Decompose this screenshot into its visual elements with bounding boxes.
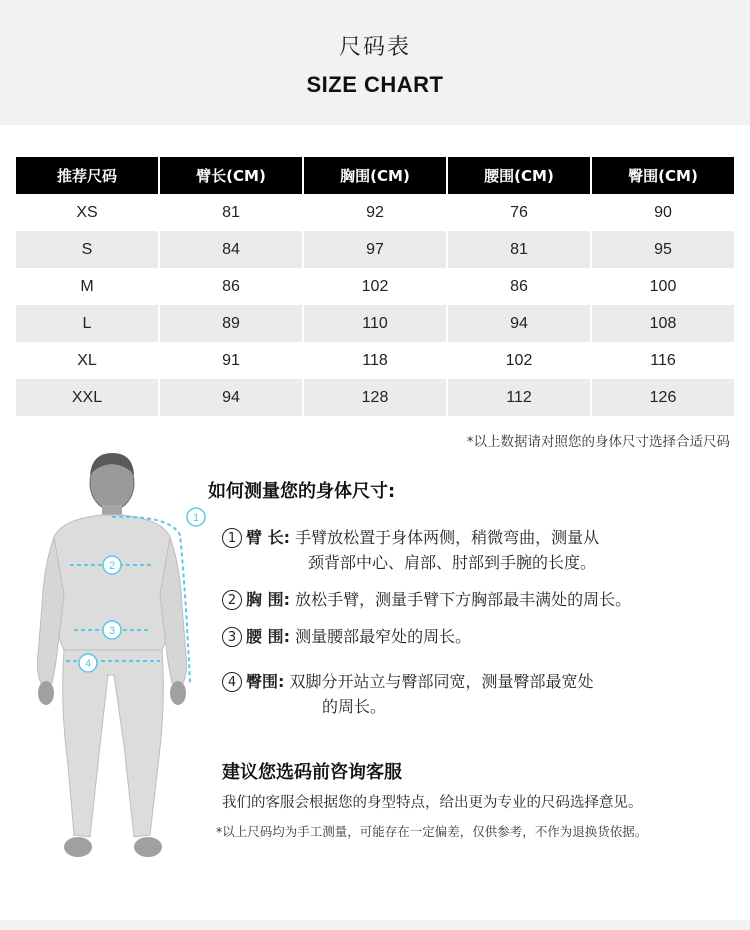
column-header: 腰围(CM) — [448, 157, 592, 194]
measure-marker-4-label: 4 — [84, 658, 92, 670]
measure-marker-1-label: 1 — [192, 512, 200, 524]
table-cell: 126 — [592, 379, 734, 416]
table-header-row — [16, 157, 734, 194]
figure-left-foot — [64, 837, 92, 857]
table-cell: 97 — [304, 231, 448, 268]
advice-title: 建议您选码前咨询客服 — [222, 762, 402, 783]
table-cell: 100 — [649, 277, 677, 295]
table-cell: M — [16, 268, 160, 305]
table-cell: 102 — [304, 268, 448, 305]
table-cell: 116 — [650, 351, 676, 369]
table-cell: 90 — [654, 203, 672, 221]
table-cell: 86 — [160, 268, 304, 305]
page-header — [0, 0, 750, 125]
item-number-badge: 1 — [222, 528, 242, 548]
table-cell: 94 — [448, 305, 592, 342]
table-cell: 94 — [160, 379, 304, 416]
table-row — [16, 342, 734, 379]
column-header: 臂长(CM) — [160, 157, 304, 194]
table-cell: 92 — [304, 194, 448, 231]
size-note: *以上数据请对照您的身体尺寸选择合适尺码 — [466, 434, 730, 450]
table-cell: 128 — [304, 379, 448, 416]
table-cell: XS — [16, 194, 160, 231]
table-cell: 102 — [448, 342, 592, 379]
item-label: 胸 围: — [246, 590, 290, 609]
size-table — [16, 157, 734, 416]
howto-title: 如何测量您的身体尺寸: — [208, 481, 396, 502]
table-cell: 91 — [160, 342, 304, 379]
item-label: 腰 围: — [246, 627, 290, 646]
advice-note: *以上尺码均为手工测量，可能存在一定偏差，仅供参考，不作为退换货依据。 — [216, 824, 648, 839]
table-row — [16, 231, 734, 268]
table-cell: 84 — [160, 231, 304, 268]
measure-marker-2-label: 2 — [108, 560, 116, 572]
figure-left-hand — [38, 681, 54, 705]
table-cell: 118 — [304, 342, 448, 379]
item-text-continued: 颈背部中心、肩部、肘部到手腕的长度。 — [308, 553, 597, 572]
measure-marker-3-label: 3 — [108, 625, 116, 637]
table-cell: 86 — [448, 268, 592, 305]
item-text: 放松手臂，测量手臂下方胸部最丰满处的周长。 — [295, 590, 632, 609]
howto-item-hip — [222, 669, 594, 719]
table-cell: XXL — [16, 379, 160, 416]
table-cell: 112 — [448, 379, 592, 416]
table-cell: 110 — [304, 305, 448, 342]
table-cell: 81 — [448, 231, 592, 268]
bottom-divider — [0, 920, 750, 930]
table-cell: 108 — [592, 305, 734, 342]
item-label: 臂 长: — [246, 528, 290, 547]
title-english: SIZE CHART — [306, 72, 444, 97]
item-label: 臀围: — [246, 672, 285, 691]
howto-item-chest — [222, 587, 631, 612]
howto-item-waist — [222, 624, 471, 649]
howto-item-arm-length — [222, 525, 599, 575]
table-row — [16, 379, 734, 416]
table-row — [16, 194, 734, 231]
item-number-badge: 2 — [222, 590, 242, 610]
table-row — [16, 305, 734, 342]
figure-right-hand — [170, 681, 186, 705]
figure-legs — [63, 650, 164, 837]
title-chinese: 尺码表 — [338, 35, 411, 60]
table-cell: L — [16, 305, 160, 342]
column-header: 胸围(CM) — [304, 157, 448, 194]
table-cell: 81 — [160, 194, 304, 231]
item-text: 测量腰部最窄处的周长。 — [295, 627, 472, 646]
column-header: 臀围(CM) — [592, 157, 734, 194]
table-cell: XL — [16, 342, 160, 379]
advice-text: 我们的客服会根据您的身型特点，给出更为专业的尺码选择意见。 — [222, 795, 643, 811]
table-cell: 95 — [592, 231, 734, 268]
item-number-badge: 4 — [222, 672, 242, 692]
column-header: 推荐尺码 — [16, 157, 160, 194]
body-figure-illustration — [20, 445, 220, 875]
item-text: 双脚分开站立与臀部同宽，测量臀部最宽处 — [289, 672, 594, 691]
table-cell: 76 — [448, 194, 592, 231]
item-text: 手臂放松置于身体两侧，稍微弯曲，测量从 — [295, 528, 600, 547]
figure-right-foot — [134, 837, 162, 857]
item-number-badge: 3 — [222, 627, 242, 647]
item-text-continued: 的周长。 — [322, 697, 387, 716]
table-cell: 89 — [160, 305, 304, 342]
table-row — [16, 268, 734, 305]
table-cell: S — [16, 231, 160, 268]
